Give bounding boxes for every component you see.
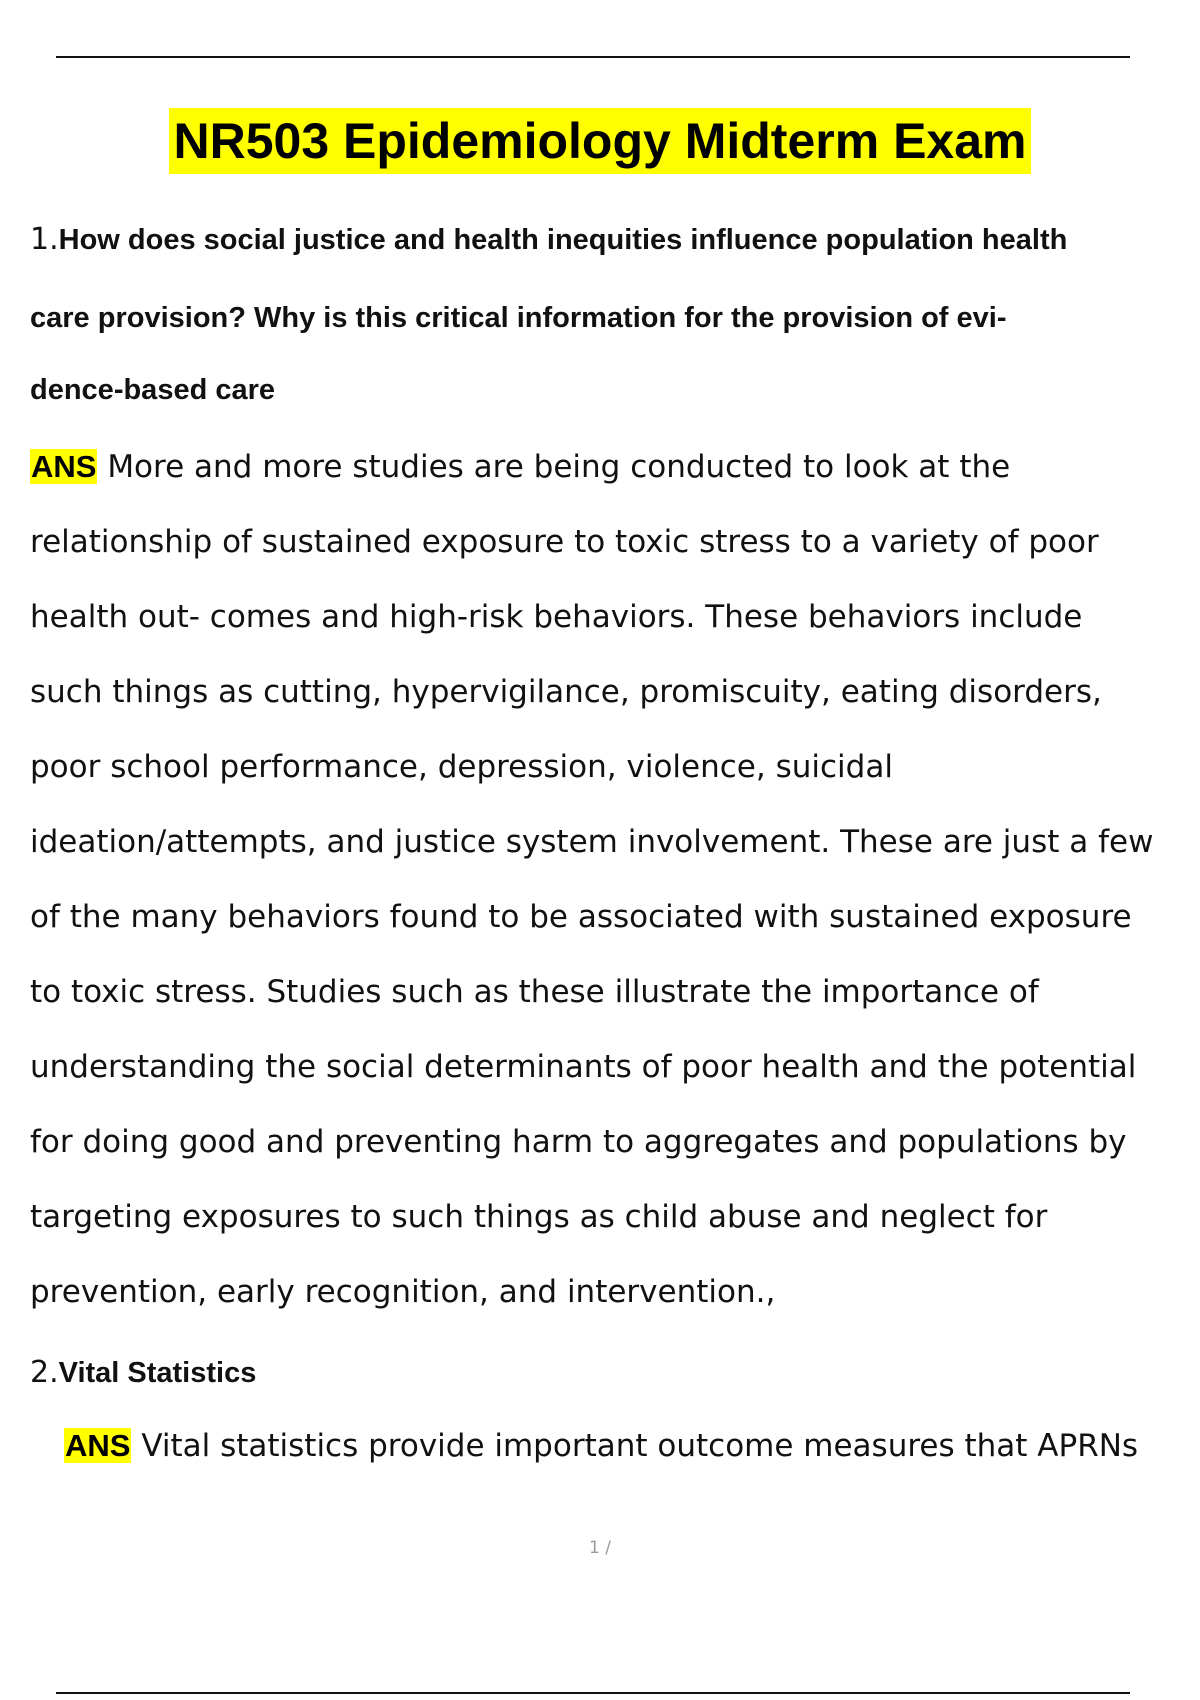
question-1-text-line-2: care provision? Why is this critical information for the provision of evi- <box>30 302 1007 334</box>
answer-1-text-line-12: prevention, early recognition, and intervention., <box>30 1274 776 1310</box>
question-1-text-line-1: How does social justice and health inequities influence population health <box>58 224 1068 256</box>
answer-1-text-line-6: ideation/attempts, and justice system involvement. These are just a few <box>30 824 1154 860</box>
question-2-number: 2. <box>30 1355 59 1390</box>
answer-1-text-line-3: health out- comes and high-risk behaviors. These behaviors include <box>30 599 1083 635</box>
top-rule <box>56 56 1130 58</box>
answer-1-text-line-2: relationship of sustained exposure to toxic stress to a variety of poor <box>30 524 1099 560</box>
answer-1-text-line-1: More and more studies are being conducted to look at the <box>107 449 1011 485</box>
bottom-rule <box>56 1692 1130 1694</box>
answer-2-label: ANS <box>65 1428 131 1463</box>
question-2-text-line-1: Vital Statistics <box>58 1357 257 1389</box>
page-number: 1 / <box>589 1538 611 1558</box>
question-1-number: 1. <box>30 222 59 257</box>
answer-1-text-line-11: targeting exposures to such things as child abuse and neglect for <box>30 1199 1048 1235</box>
answer-1-text-line-5: poor school performance, depression, violence, suicidal <box>30 749 893 785</box>
answer-1-text-line-10: for doing good and preventing harm to aggregates and populations by <box>30 1124 1127 1160</box>
answer-1-line-1 <box>30 449 1010 485</box>
document-title: NR503 Epidemiology Midterm Exam <box>169 108 1030 174</box>
answer-1-text-line-8: to toxic stress. Studies such as these illustrate the importance of <box>30 974 1039 1010</box>
answer-1-text-line-7: of the many behaviors found to be associated with sustained exposure <box>30 899 1132 935</box>
question-1-line-1 <box>30 222 1067 257</box>
answer-2-text-line-1: Vital statistics provide important outcome measures that APRNs <box>141 1428 1139 1464</box>
answer-1-text-line-9: understanding the social determinants of poor health and the potential <box>30 1049 1137 1085</box>
question-1-text-line-3: dence-based care <box>30 374 276 406</box>
answer-2-line-1 <box>64 1428 1138 1464</box>
answer-1-label: ANS <box>31 449 97 484</box>
title-container <box>0 108 1200 174</box>
answer-1-text-line-4: such things as cutting, hypervigilance, promiscuity, eating disorders, <box>30 674 1102 710</box>
question-2-line-1 <box>30 1355 256 1390</box>
